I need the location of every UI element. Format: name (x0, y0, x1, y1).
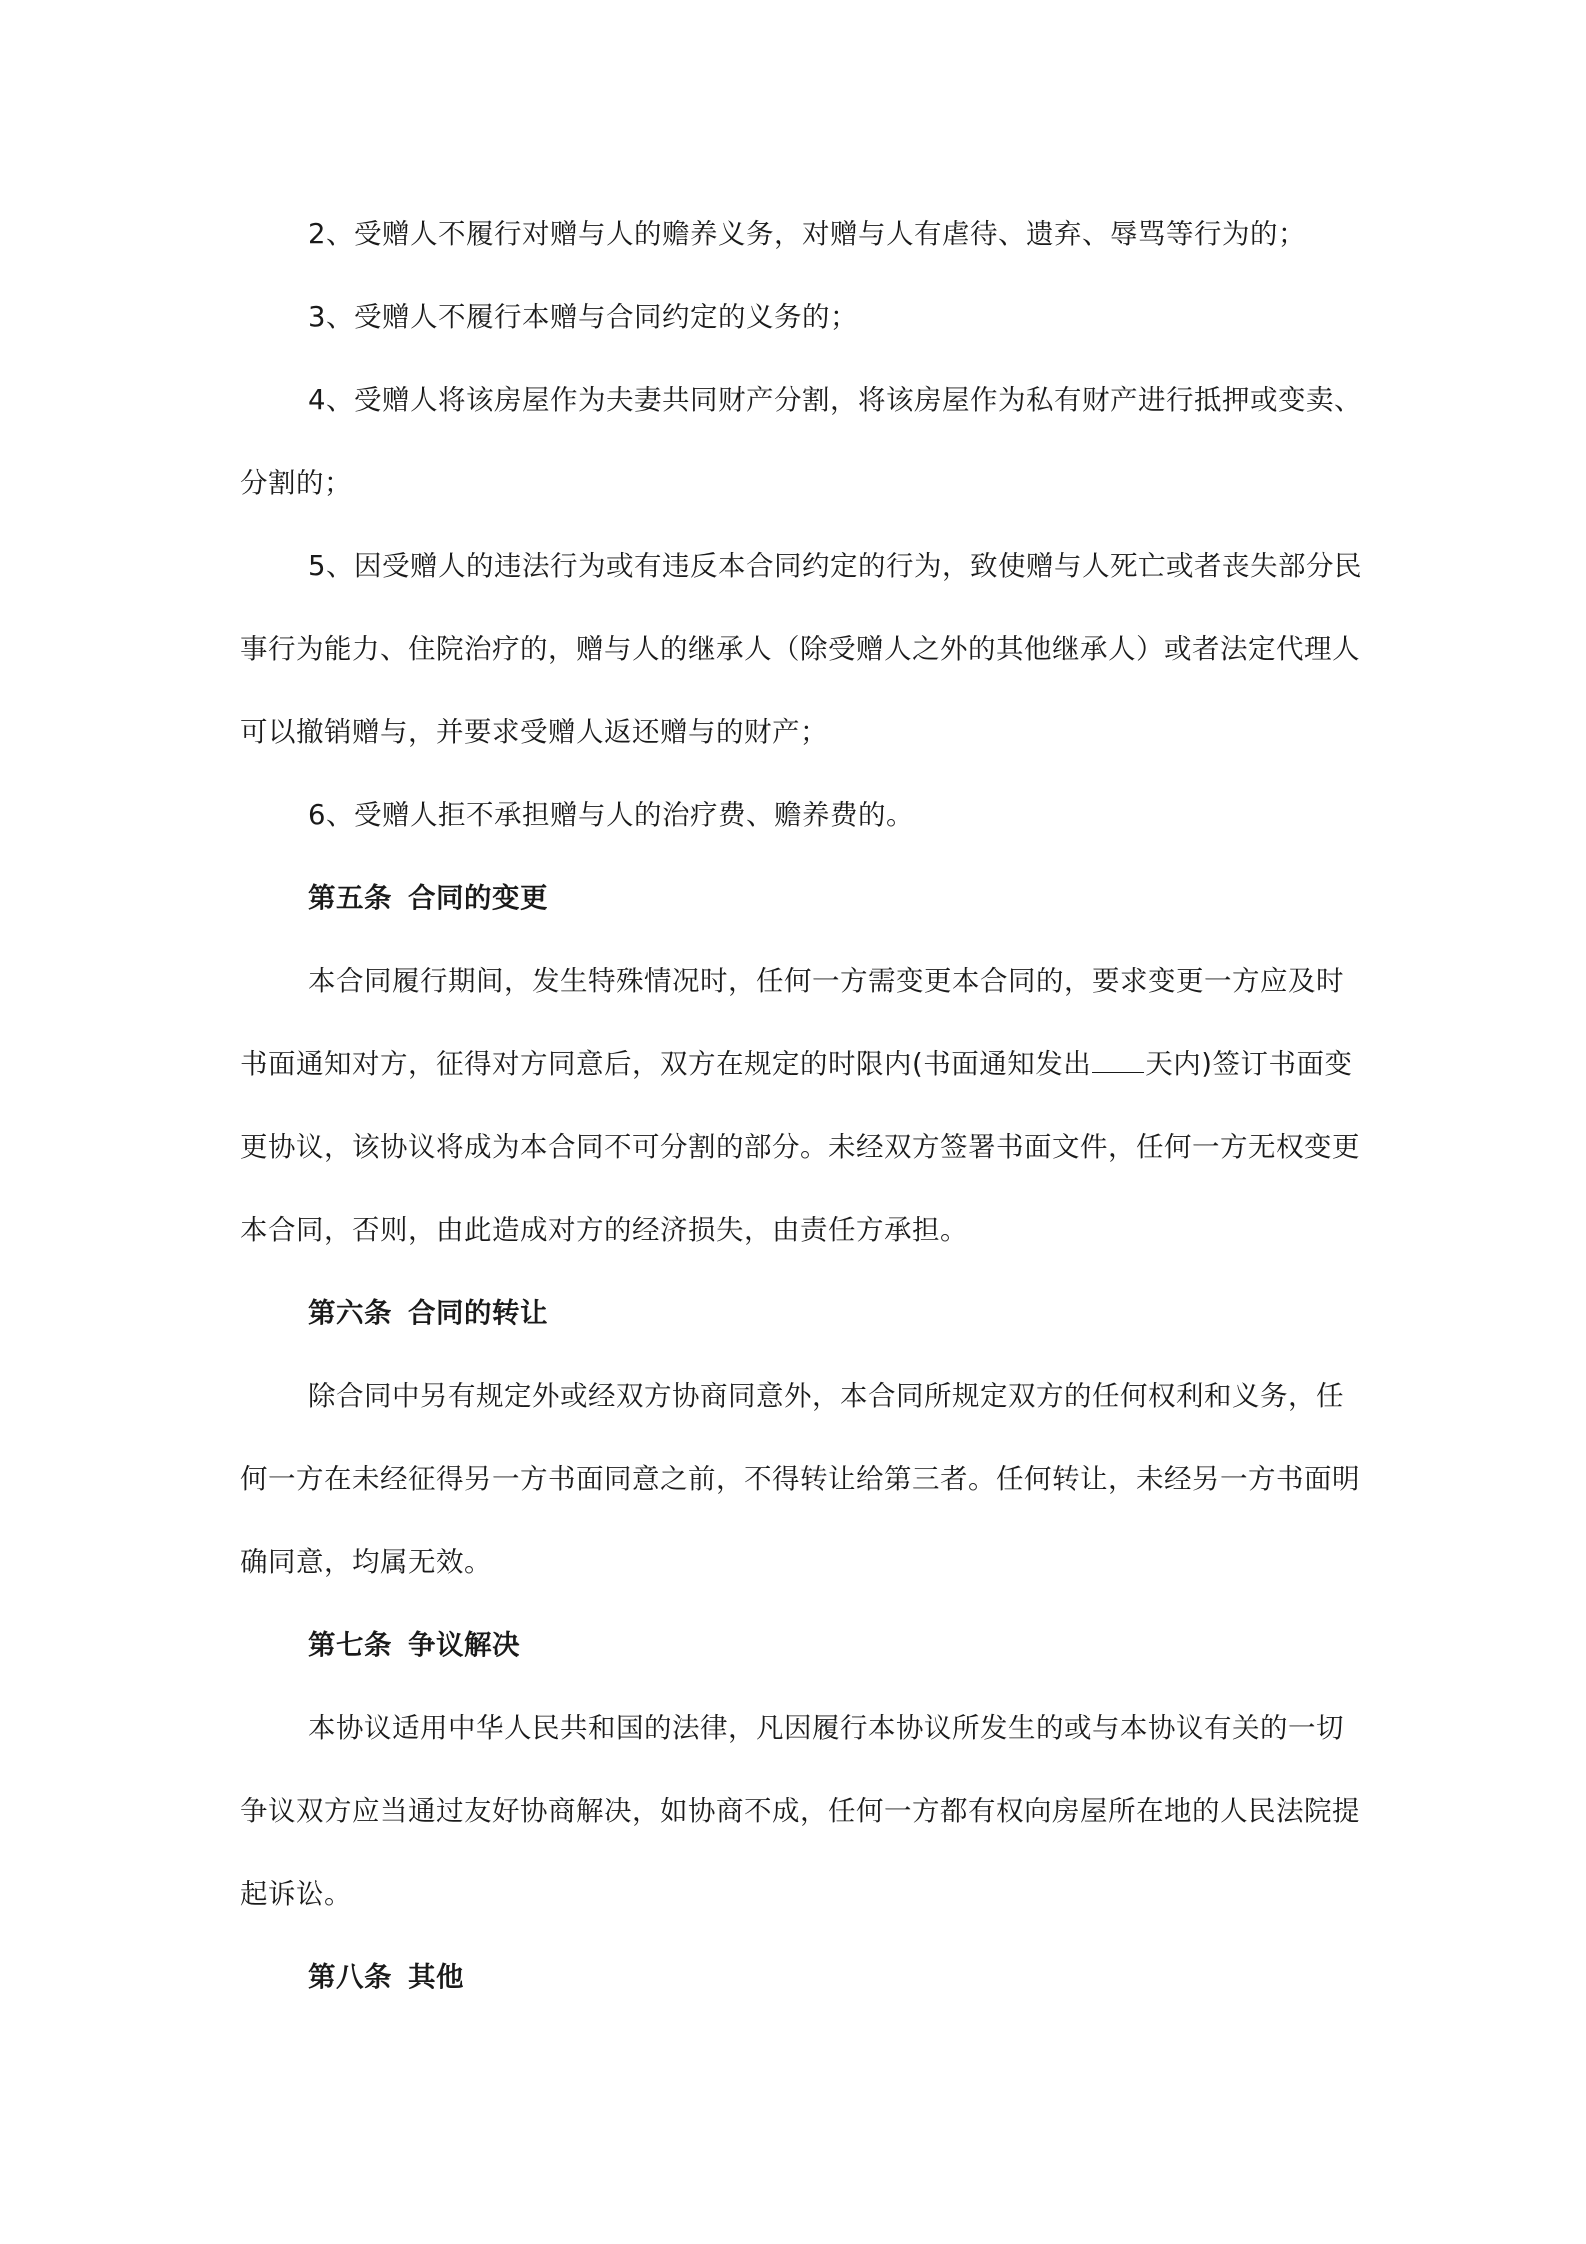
item-4-line-1: 4、受赠人将该房屋作为夫妻共同财产分割，将该房屋作为私有财产进行抵押或变卖、 (308, 384, 1362, 416)
article-6-heading (308, 1293, 548, 1333)
article-5-title: 合同的变更 (408, 882, 548, 914)
item-2: 2、受赠人不履行对赠与人的赡养义务，对赠与人有虐待、遗弃、辱骂等行为的； (308, 218, 1306, 250)
article-7-title: 争议解决 (408, 1629, 520, 1661)
article-7-line-2: 争议双方应当通过友好协商解决，如协商不成，任何一方都有权向房屋所在地的人民法院提 (240, 1795, 1360, 1827)
article-5-heading (308, 878, 548, 918)
article-6-line-3: 确同意，均属无效。 (240, 1546, 492, 1578)
article-8-heading (308, 1957, 464, 1997)
article-6-line-1: 除合同中另有规定外或经双方协商同意外，本合同所规定双方的任何权利和义务，任 (308, 1380, 1344, 1412)
article-6-number: 第六条 (308, 1297, 392, 1329)
article-7-heading (308, 1625, 520, 1665)
article-5-line-2-part-b: 天内)签订书面变 (1145, 1048, 1353, 1080)
article-5-line-4: 本合同，否则，由此造成对方的经济损失，由责任方承担。 (240, 1214, 968, 1246)
article-7-line-1: 本协议适用中华人民共和国的法律，凡因履行本协议所发生的或与本协议有关的一切 (308, 1712, 1344, 1744)
article-5-line-2-part-a: 书面通知对方，征得对方同意后，双方在规定的时限内(书面通知发出 (240, 1048, 1092, 1080)
article-8-title: 其他 (408, 1961, 464, 1993)
item-5-line-3: 可以撤销赠与，并要求受赠人返还赠与的财产； (240, 716, 828, 748)
article-5-line-1: 本合同履行期间，发生特殊情况时，任何一方需变更本合同的，要求变更一方应及时 (308, 965, 1344, 997)
item-3: 3、受赠人不履行本赠与合同约定的义务的； (308, 301, 858, 333)
item-5-line-1: 5、因受赠人的违法行为或有违反本合同约定的行为，致使赠与人死亡或者丧失部分民 (308, 550, 1362, 582)
days-blank-field[interactable] (1092, 1044, 1144, 1073)
article-7-line-3: 起诉讼。 (240, 1878, 352, 1910)
article-5-number: 第五条 (308, 882, 392, 914)
item-4-line-2: 分割的； (240, 467, 352, 499)
article-6-line-2: 何一方在未经征得另一方书面同意之前，不得转让给第三者。任何转让，未经另一方书面明 (240, 1463, 1360, 1495)
article-7-number: 第七条 (308, 1629, 392, 1661)
article-5-line-3: 更协议，该协议将成为本合同不可分割的部分。未经双方签署书面文件，任何一方无权变更 (240, 1131, 1360, 1163)
article-8-number: 第八条 (308, 1961, 392, 1993)
article-6-title: 合同的转让 (408, 1297, 548, 1329)
item-5-line-2: 事行为能力、住院治疗的，赠与人的继承人（除受赠人之外的其他继承人）或者法定代理人 (240, 633, 1360, 665)
item-6: 6、受赠人拒不承担赠与人的治疗费、赡养费的。 (308, 799, 914, 831)
article-5-line-2 (240, 1044, 1352, 1084)
